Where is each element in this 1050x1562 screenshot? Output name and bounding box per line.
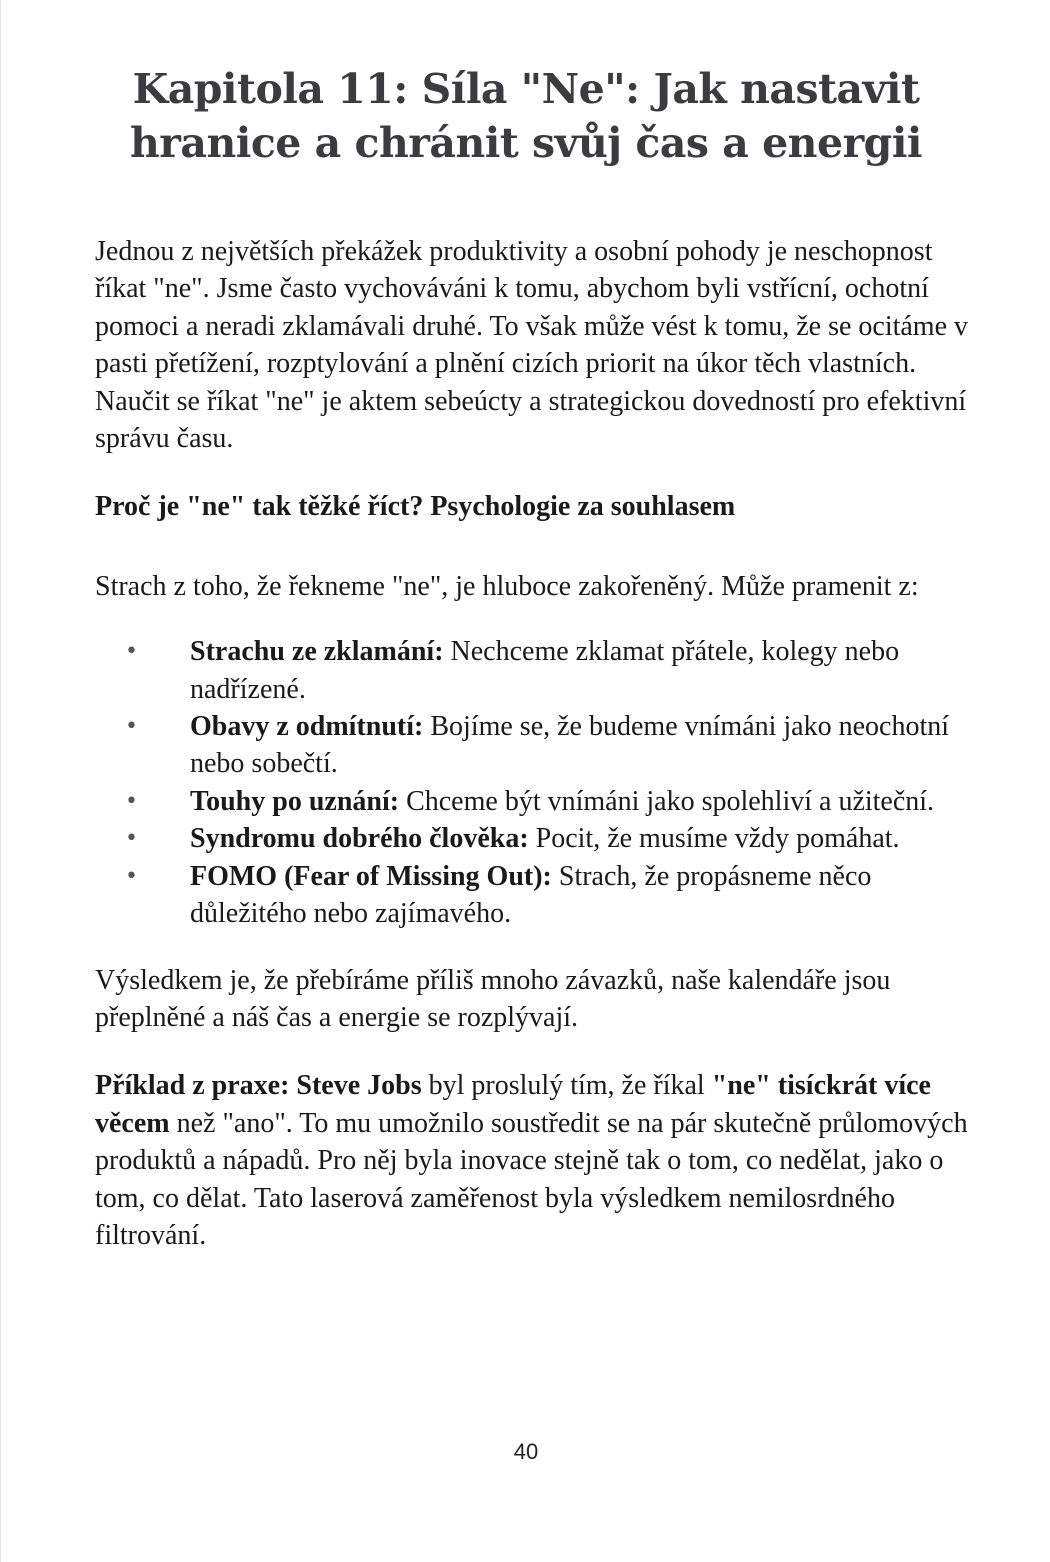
list-item xyxy=(95,820,950,857)
list-item-term: FOMO (Fear of Missing Out): xyxy=(190,860,552,892)
list-item-term: Obavy z odmítnutí: xyxy=(190,711,424,743)
list-item-term: Touhy po uznání: xyxy=(190,785,400,817)
bullet-icon: • xyxy=(125,639,138,665)
reasons-list xyxy=(95,633,975,932)
list-item-text: Pocit, že musíme vždy pomáhat. xyxy=(528,823,900,855)
list-item-text: Chceme být vnímáni jako spolehliví a užiteční. xyxy=(399,785,935,817)
bullet-icon: • xyxy=(125,826,138,852)
strach-paragraph: Strach z toho, že řekneme "ne", je hluboce zakořeněný. Může pramenit z: xyxy=(95,570,919,602)
bullet-icon: • xyxy=(125,863,138,889)
list-item xyxy=(95,708,950,783)
list-item-text: Strach, že propásneme něco důležitého nebo zajímavého. xyxy=(190,860,872,930)
list-item-term: Syndromu dobrého člověka: xyxy=(190,823,529,855)
result-paragraph: Výsledkem je, že přebíráme příliš mnoho závazků, naše kalendáře jsou přeplněné a náš čas a energie se rozplývají. xyxy=(95,964,891,1033)
list-item-text: Nechceme zklamat přátele, kolegy nebo nadřízené. xyxy=(190,636,900,705)
example-quote: "ne" tisíckrát více věcem xyxy=(95,1070,931,1139)
page-number: 40 xyxy=(513,1439,539,1464)
example-text-1: byl proslulý tím, že říkal xyxy=(421,1070,712,1102)
list-item xyxy=(95,858,950,933)
example-paragraph xyxy=(95,1067,975,1254)
list-item xyxy=(95,633,950,708)
bullet-icon: • xyxy=(125,714,138,740)
intro-paragraph: Jednou z největších překážek produktivity a osobní pohody je neschopnost říkat "ne". Jsme často vychováváni k tomu, abychom byli vstřícní, ochotní pomoci a neradi zklamávali druhé. To však může vést k tomu, že se ocitáme v pasti přetížení, rozptylování a plnění cizích priorit na úkor těch vlastních. Naučit se říkat "ne" je aktem sebeúcty a strategickou dovedností pro efektivní správu času. xyxy=(95,236,969,455)
list-item-text: Bojíme se, že budeme vnímáni jako neochotní nebo sobečtí. xyxy=(190,711,950,780)
list-item-term: Strachu ze zklamání: xyxy=(190,636,444,668)
example-lead: Příklad z praxe: Steve Jobs xyxy=(95,1070,422,1102)
section-heading: Proč je "ne" tak těžké říct? Psychologie za souhlasem xyxy=(95,491,736,523)
example-text-2: než "ano". To mu umožnilo soustředit se na pár skutečně průlomových produktů a nápadů. Pro něj byla inovace stejně tak o tom, co nedělat, jako o tom, co dělat. Tato laserová zaměřenost byla výsledkem nemilosrdného filtrování. xyxy=(95,1107,968,1251)
chapter-title: Kapitola 11: Síla "Ne": Jak nastavit hranice a chránit svůj čas a energii xyxy=(129,65,922,167)
bullet-icon: • xyxy=(125,788,138,814)
list-item xyxy=(95,783,950,820)
page-content xyxy=(95,233,975,1254)
